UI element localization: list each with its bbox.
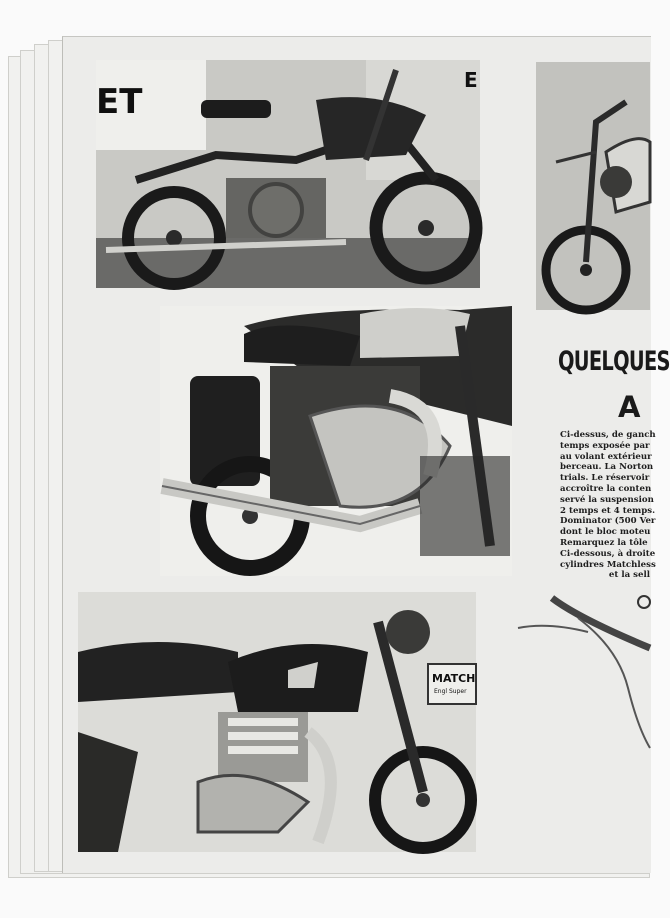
caption-line: 2 temps et 4 temps. <box>560 505 656 516</box>
photo-motorcycle-top-right <box>536 62 650 310</box>
article-caption <box>560 430 656 581</box>
photo-motorcycle-center-engine <box>160 306 512 576</box>
caption-line: berceau. La Norton <box>560 462 654 473</box>
caption-line: et la sell <box>608 570 650 581</box>
caption-line: trials. Le réservoir <box>560 473 650 484</box>
caption-line: au volant extérieur <box>560 451 652 462</box>
caption-line: Dominator (500 Ver <box>560 516 656 527</box>
article-headline: QUELQUES <box>558 346 670 377</box>
photo-motorcycle-matchless <box>78 592 476 852</box>
article-subhead: A <box>618 390 641 424</box>
license-plate-text: MATCH <box>432 672 476 685</box>
caption-line: temps exposée par <box>560 440 650 451</box>
caption-line: cylindres Matchless <box>560 559 656 570</box>
license-plate-subtext: Engl Super <box>434 688 467 695</box>
caption-line: Remarquez la tôle <box>560 537 648 548</box>
motorcycle-illustration-2 <box>536 62 650 310</box>
motorcycle-illustration-3 <box>160 306 512 576</box>
sign-text-left: ET <box>96 82 143 122</box>
caption-line: servé la suspension <box>560 494 654 505</box>
motorcycle-illustration-4 <box>78 592 476 852</box>
photo-motorcycle-top-left <box>96 60 480 288</box>
sign-text-right: E <box>464 68 478 92</box>
handlebar-illustration <box>518 588 650 764</box>
caption-line: dont le bloc moteu <box>560 527 651 538</box>
motorcycle-illustration-1 <box>96 60 480 288</box>
caption-line: Ci-dessous, à droite <box>560 548 656 559</box>
photo-handlebar-partial <box>518 588 650 764</box>
caption-line: accroître la conten <box>560 483 652 494</box>
caption-line: Ci-dessus, de ganch <box>560 430 656 440</box>
